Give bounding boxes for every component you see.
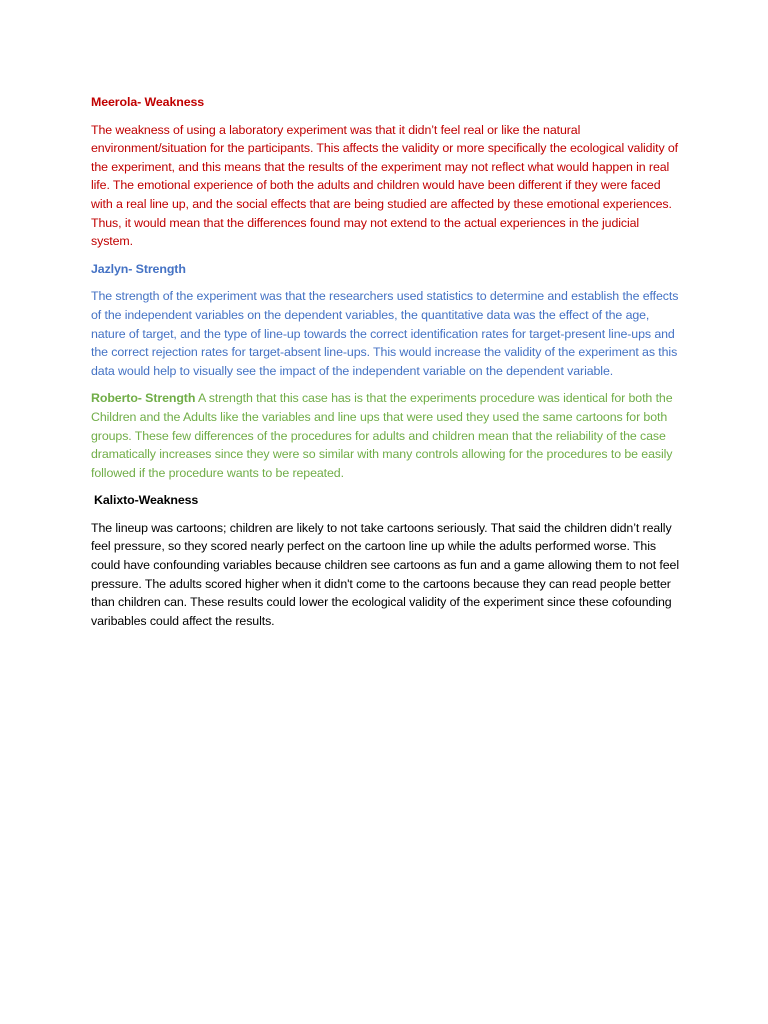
document-content xyxy=(91,93,681,639)
section-body-jazlyn: The strength of the experiment was that the researchers used statistics to determine and establish the effects of the independent variables on the dependent variables, the quantitative data was the effect of the age, nature of target, and the type of line-up towards the correct identification rates for target-present line-ups and the correct rejection rates for target-absent line-ups. This would increase the validity of the experiment as this data would help to visually see the impact of the independent variable on the dependent variable. xyxy=(91,289,679,378)
section-roberto xyxy=(91,389,681,482)
section-heading-roberto: Roberto- Strength xyxy=(91,391,196,406)
section-body-kalixto: The lineup was cartoons; children are likely to not take cartoons seriously. That said the children didn’t really feel pressure, so they scored nearly perfect on the cartoon line up while the adults performed worse. This could have confounding variables because children see cartoons as fun and a game allowing them to not feel pressure. The adults scored higher when it didn't come to the cartoons because they can read people better than children can. These results could lower the ecological validity of the experiment since these cofounding varibables could affect the results. xyxy=(91,520,679,628)
section-body-roberto: A strength that this case has is that the experiments procedure was identical for both the Children and the Adults like the variables and line ups that were used they used the same cartoons for both groups. These few differences of the procedures for adults and children mean that the reliability of the case dramatically increases since they were so similar with many controls allowing for the procedures to be easily followed if the procedure wants to be repeated. xyxy=(91,391,673,480)
section-heading-jazlyn: Jazlyn- Strength xyxy=(91,261,186,276)
section-heading-kalixto: Kalixto-Weakness xyxy=(94,493,199,508)
section-body-meerola: The weakness of using a laboratory experiment was that it didn’t feel real or like the natural environment/situation for the participants. This affects the validity or more specifically the ecological validity of the experiment, and this means that the results of the experiment may not reflect what would happen in real life. The emotional experience of both the adults and children would have been different if they were faced with a real line up, and the social effects that are being studied are affected by these emotional experiences. Thus, it would mean that the differences found may not extend to the actual experiences in the judicial system. xyxy=(91,122,679,249)
section-heading-meerola: Meerola- Weakness xyxy=(91,95,205,109)
